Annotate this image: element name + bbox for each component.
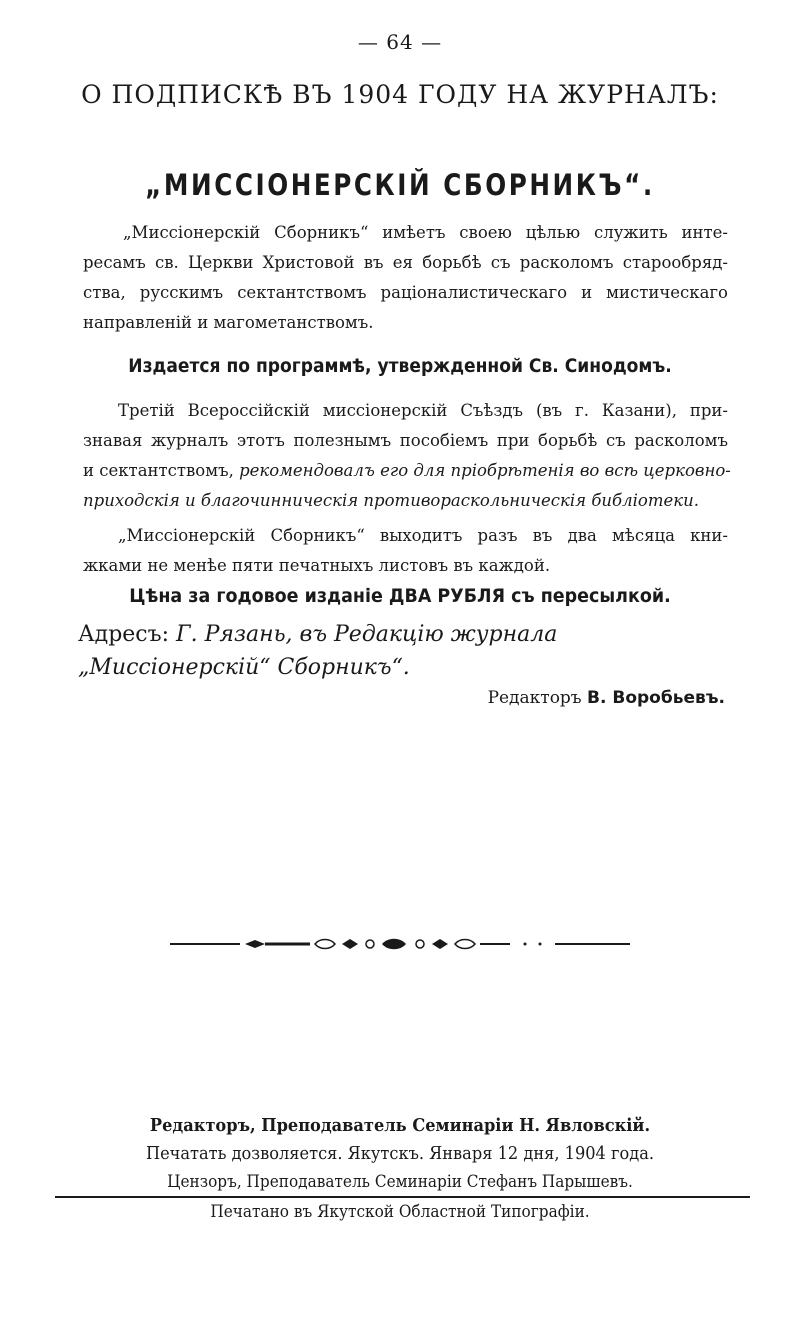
paragraph-frequency bbox=[83, 521, 728, 581]
paragraph-congress-line-3a: и сектантствомъ, bbox=[83, 461, 240, 480]
footer-rule bbox=[55, 1196, 750, 1198]
paragraph-purpose-line-1: „Миссіонерскій Сборникъ“ имѣетъ своею цѣлью служить инте- bbox=[123, 223, 728, 242]
paragraph-congress-line-4-text: приходскія и благочинническія противораскольническія библіотеки. bbox=[83, 491, 699, 510]
paragraph-congress-line-4 bbox=[83, 486, 728, 516]
page-heading: О ПОДПИСКѢ ВЪ 1904 ГОДУ НА ЖУРНАЛЪ: bbox=[81, 80, 719, 109]
footer-censor-line: Цензоръ, Преподаватель Семинаріи Стефанъ Парышевъ. bbox=[167, 1172, 633, 1192]
address-text: Г. Рязань, въ Редакцію журнала „Миссіонерскій“ Сборникъ“. bbox=[78, 622, 558, 680]
price-line: Цѣна за годовое изданіе ДВА РУБЛЯ съ пересылкой. bbox=[129, 585, 671, 607]
paragraph-congress-line-3 bbox=[83, 456, 731, 486]
address-block bbox=[78, 618, 728, 684]
journal-title: „МИССІОНЕРСКІЙ СБОРНИКЪ“. bbox=[145, 168, 655, 202]
editor-name: В. Воробьевъ. bbox=[587, 688, 725, 708]
footer-permission-line: Печатать дозволяется. Якутскъ. Января 12 дня, 1904 года. bbox=[145, 1143, 655, 1164]
paragraph-purpose-line-3: ства, русскимъ сектантствомъ раціоналистическаго и мистическаго bbox=[83, 283, 728, 302]
footer-printer-line: Печатано въ Якутской Областной Типографіи. bbox=[210, 1202, 590, 1222]
footer-editor-line: Редакторъ, Преподаватель Семинаріи Н. Явловскій. bbox=[149, 1115, 651, 1136]
paragraph-congress-line-2: знавая журналъ этотъ полезнымъ пособіемъ при борьбѣ съ расколомъ bbox=[83, 431, 728, 450]
page-number: — 64 — bbox=[357, 30, 443, 54]
program-line: Издается по программѣ, утвержденной Св. Синодомъ. bbox=[128, 355, 672, 377]
editor-prefix: Редакторъ bbox=[487, 688, 588, 708]
ornament-divider-icon bbox=[170, 935, 630, 953]
editor-signature bbox=[488, 688, 725, 708]
paragraph-frequency-line-2: жками не менѣе пяти печатныхъ листовъ въ каждой. bbox=[83, 556, 551, 575]
paragraph-frequency-line-1: „Миссіонерскій Сборникъ“ выходитъ разъ въ два мѣсяца кни- bbox=[118, 526, 728, 545]
paragraph-purpose-line-4: направленій и магометанствомъ. bbox=[83, 313, 374, 332]
address-label: Адресъ: bbox=[78, 622, 170, 647]
paragraph-congress bbox=[83, 396, 731, 516]
paragraph-purpose bbox=[83, 218, 728, 338]
paragraph-congress-line-1: Третій Всероссійскій миссіонерскій Съѣздъ (въ г. Казани), при- bbox=[118, 401, 728, 420]
paragraph-purpose-line-2: ресамъ св. Церкви Христовой въ ея борьбѣ съ расколомъ старообряд- bbox=[83, 253, 728, 272]
paragraph-congress-line-3b: рекомендовалъ его для пріобрѣтенія во всѣ церковно- bbox=[239, 461, 731, 480]
